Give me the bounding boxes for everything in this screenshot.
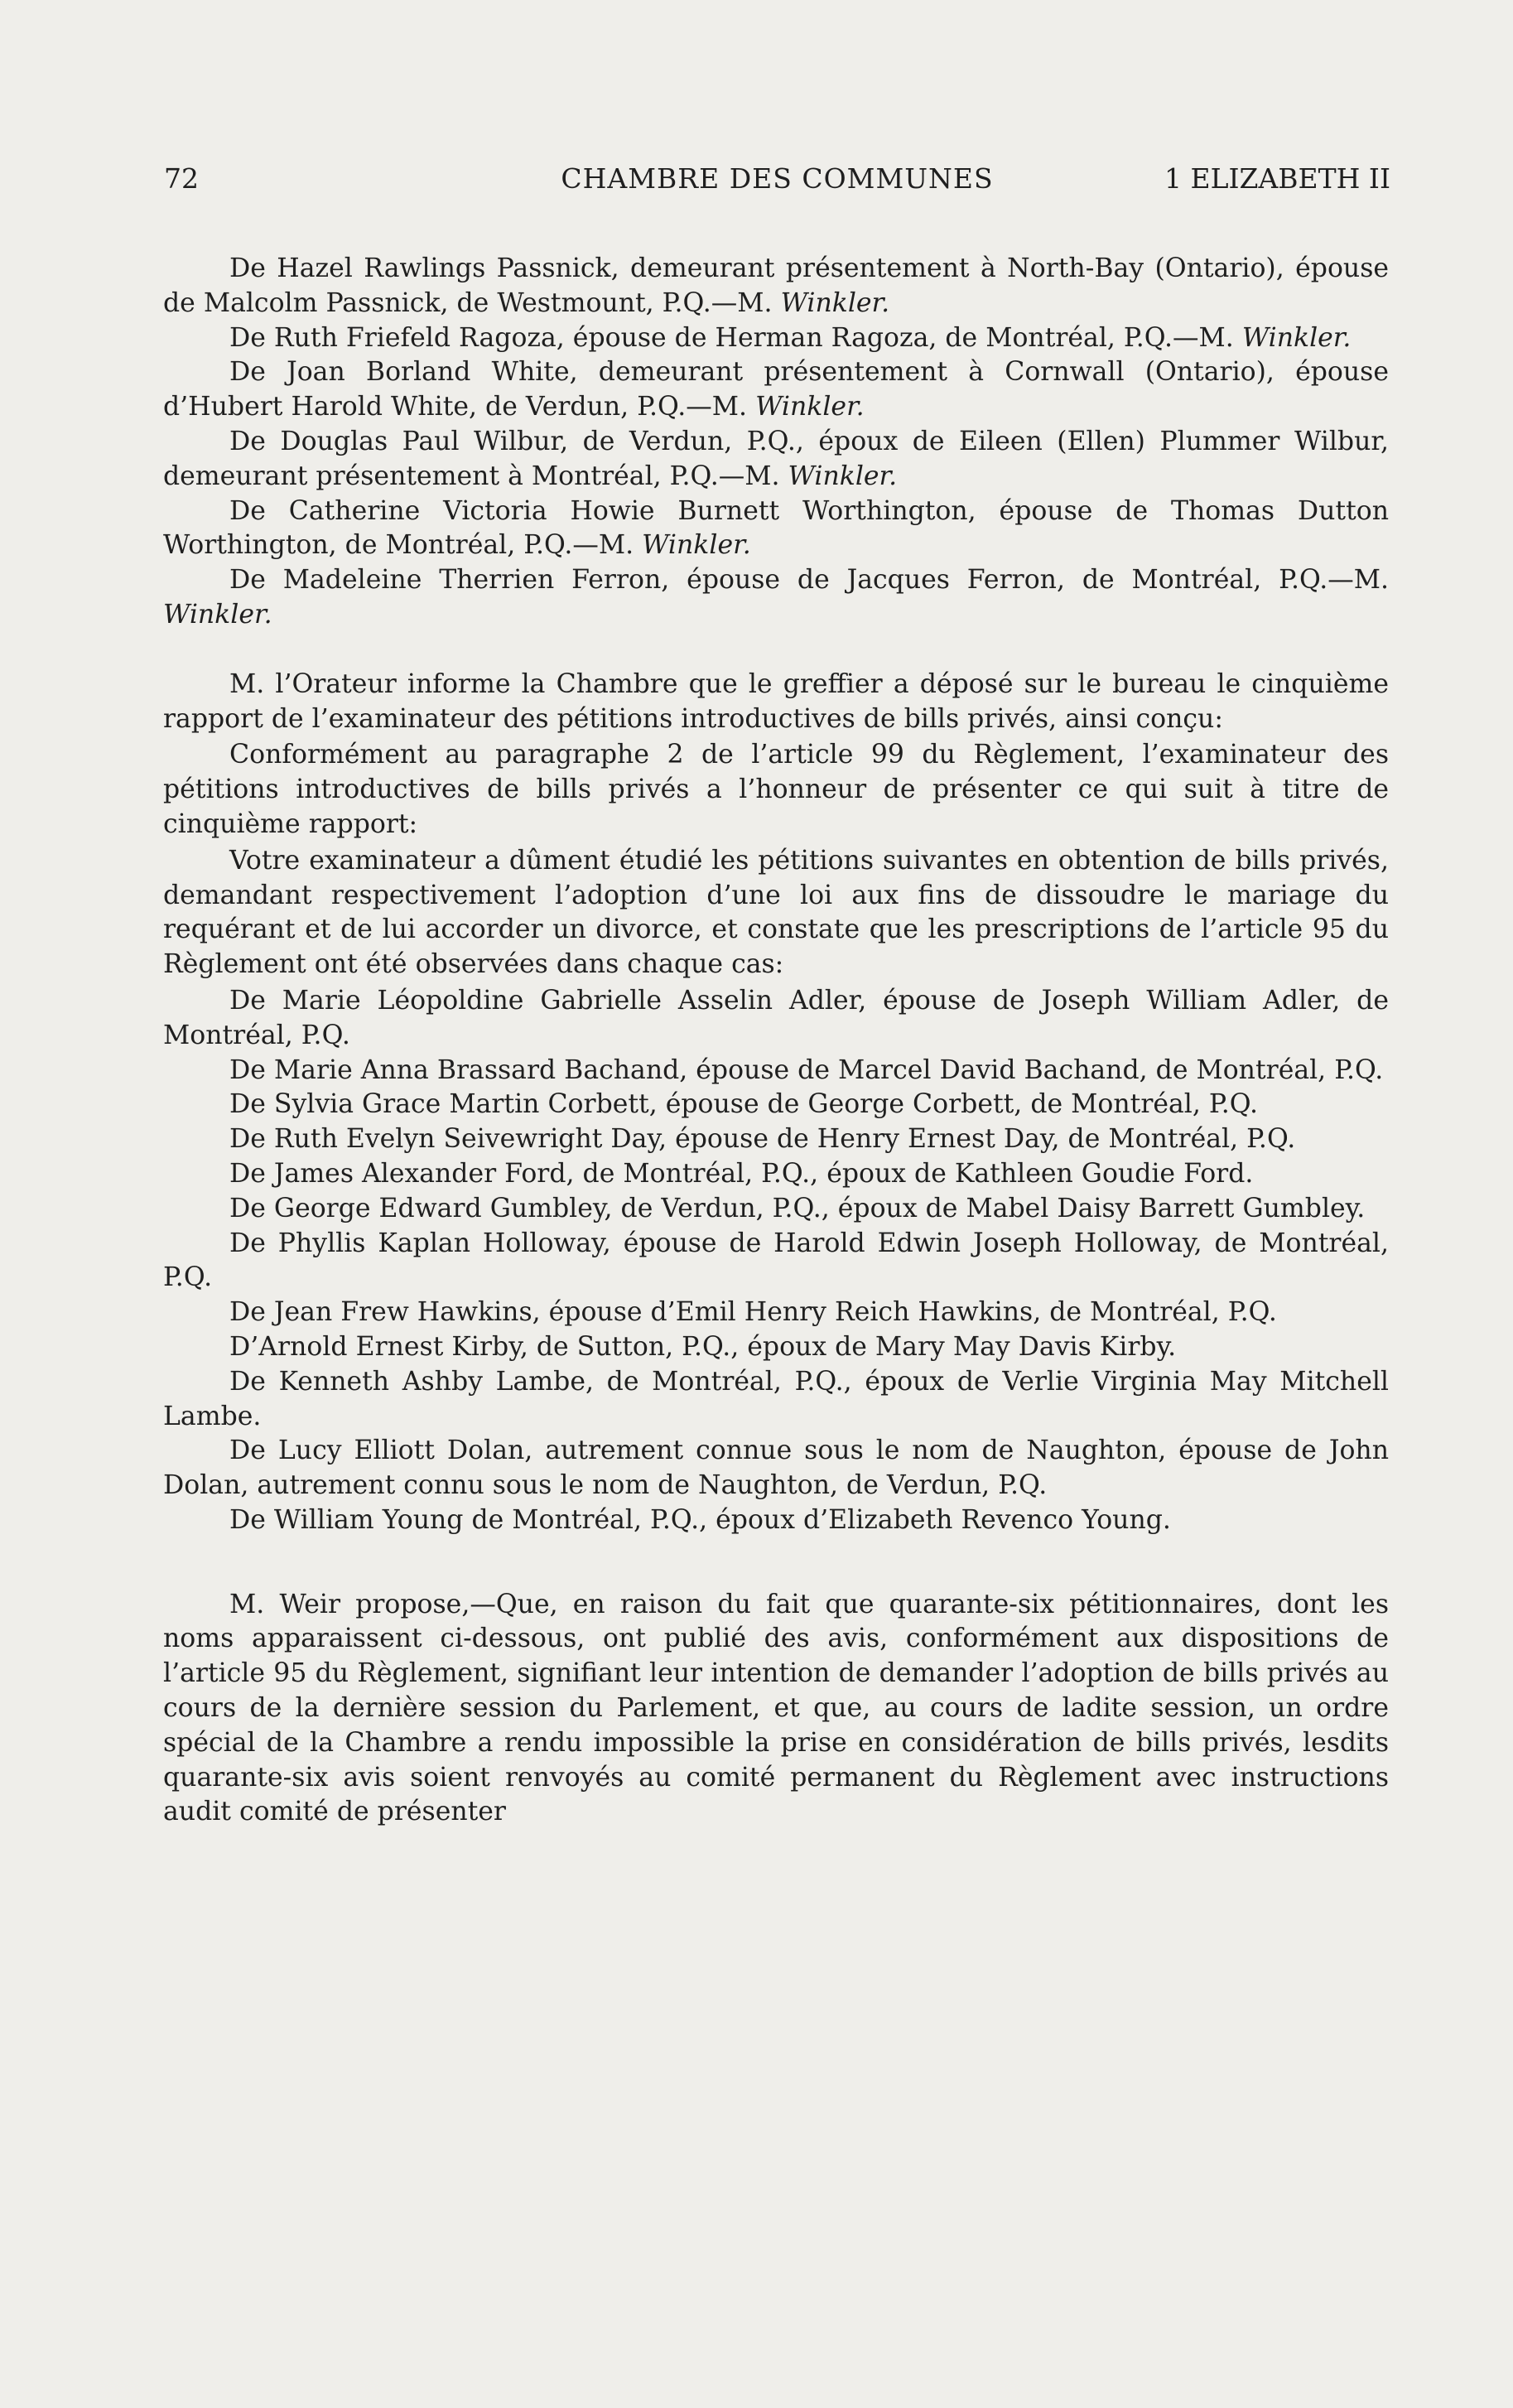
petition-entry: [163, 355, 1389, 425]
running-header: [164, 162, 1390, 204]
weir-motion: M. Weir propose,—Que, en raison du fait que quarante-six pétitionnaires, dont les noms apparaissent ci-dessous, ont publié des avis, conformément aux dispositions de l’article 95 du Règlement, signifiant leur intention de demander l’adoption de bills privés au cours de la dernière session du Parlement, et que, au cours de ladite session, un ordre spécial de la Chambre a rendu impossible la prise en considération de bills privés, lesdits quarante-six avis soient renvoyés au comité permanent du Règlement avec instructions audit comité de présenter: [163, 1589, 1389, 1827]
page-body: [163, 252, 1389, 1830]
divorce-petition: De Kenneth Ashby Lambe, de Montréal, P.Q., époux de Verlie Virginia May Mitchell Lambe.: [163, 1366, 1389, 1431]
reign-year: 1 ELIZABETH II: [1164, 162, 1390, 195]
journal-title: CHAMBRE DES COMMUNES: [561, 162, 994, 195]
divorce-petition: De Phyllis Kaplan Holloway, épouse de Harold Edwin Joseph Holloway, de Montréal, P.Q.: [163, 1228, 1389, 1293]
petition-text: De Catherine Victoria Howie Burnett Worthington, épouse de Thomas Dutton Worthington, de Montréal, P.Q.—M.: [163, 495, 1389, 561]
petition-text: De Douglas Paul Wilbur, de Verdun, P.Q., époux de Eileen (Ellen) Plummer Wilbur, demeurant présentement à Montréal, P.Q.—M.: [163, 426, 1389, 491]
speaker-announcement: M. l’Orateur informe la Chambre que le greffier a déposé sur le bureau le cinquième rapport de l’examinateur des pétitions introductives de bills privés, ainsi conçu:: [163, 668, 1389, 734]
divorce-petition: De William Young de Montréal, P.Q., époux d’Elizabeth Revenco Young.: [229, 1504, 1171, 1535]
member-name: Winkler.: [1241, 322, 1352, 353]
report-paragraph: Conformément au paragraphe 2 de l’article 99 du Règlement, l’examinateur des pétitions introductives de bills privés a l’honneur de présenter ce qui suit à titre de cinquième rapport:: [163, 740, 1389, 839]
member-name: Winkler.: [642, 530, 751, 561]
divorce-petition: De Lucy Elliott Dolan, autrement connue sous le nom de Naughton, épouse de John Dolan, autrement connu sous le nom de Naughton, de Verdun, P.Q.: [163, 1436, 1389, 1501]
member-name: Winkler.: [788, 461, 898, 491]
divorce-petition: D’Arnold Ernest Kirby, de Sutton, P.Q., époux de Mary May Davis Kirby.: [229, 1331, 1177, 1362]
divorce-petition: De George Edward Gumbley, de Verdun, P.Q., époux de Mabel Daisy Barrett Gumbley.: [229, 1193, 1366, 1223]
report-paragraph: Votre examinateur a dûment étudié les pétitions suivantes en obtention de bills privés, demandant respectivement l’adoption d’une loi aux fins de dissoudre le mariage du requérant et de lui accorder un divorce, et constate que les prescriptions de l’article 95 du Règlement ont été observées dans chaque cas:: [163, 845, 1389, 980]
divorce-petition: De Sylvia Grace Martin Corbett, épouse de George Corbett, de Montréal, P.Q.: [229, 1089, 1258, 1120]
petition-text: De Madeleine Therrien Ferron, épouse de Jacques Ferron, de Montréal, P.Q.—M.: [229, 565, 1389, 596]
petition-entry: [163, 495, 1389, 564]
petition-entry: [163, 425, 1389, 495]
section-spacer: [163, 1538, 1389, 1588]
petition-entry: [163, 563, 1389, 633]
member-name: Winkler.: [780, 287, 890, 318]
divorce-petition: De James Alexander Ford, de Montréal, P.Q., époux de Kathleen Goudie Ford.: [229, 1158, 1254, 1189]
divorce-petition: De Ruth Evelyn Seivewright Day, épouse de Henry Ernest Day, de Montréal, P.Q.: [229, 1124, 1296, 1155]
petition-text: De Joan Borland White, demeurant présentement à Cornwall (Ontario), épouse d’Hubert Harold White, de Verdun, P.Q.—M.: [163, 357, 1389, 422]
member-name: Winkler.: [163, 599, 272, 630]
petition-text: De Ruth Friefeld Ragoza, épouse de Herman Ragoza, de Montréal, P.Q.—M.: [229, 322, 1242, 353]
page-number: 72: [164, 162, 199, 195]
divorce-petition: De Jean Frew Hawkins, épouse d’Emil Henry Reich Hawkins, de Montréal, P.Q.: [229, 1297, 1277, 1328]
petition-entry: [163, 321, 1389, 356]
member-name: Winkler.: [755, 392, 865, 422]
divorce-petition: De Marie Anna Brassard Bachand, épouse de Marcel David Bachand, de Montréal, P.Q.: [229, 1054, 1384, 1085]
petition-text: De Hazel Rawlings Passnick, demeurant présentement à North-Bay (Ontario), épouse de Malcolm Passnick, de Westmount, P.Q.—M.: [163, 253, 1389, 318]
divorce-petition: De Marie Léopoldine Gabrielle Asselin Adler, épouse de Joseph William Adler, de Montréal, P.Q.: [163, 985, 1389, 1050]
petition-entry: [163, 252, 1389, 321]
section-spacer: [163, 633, 1389, 668]
